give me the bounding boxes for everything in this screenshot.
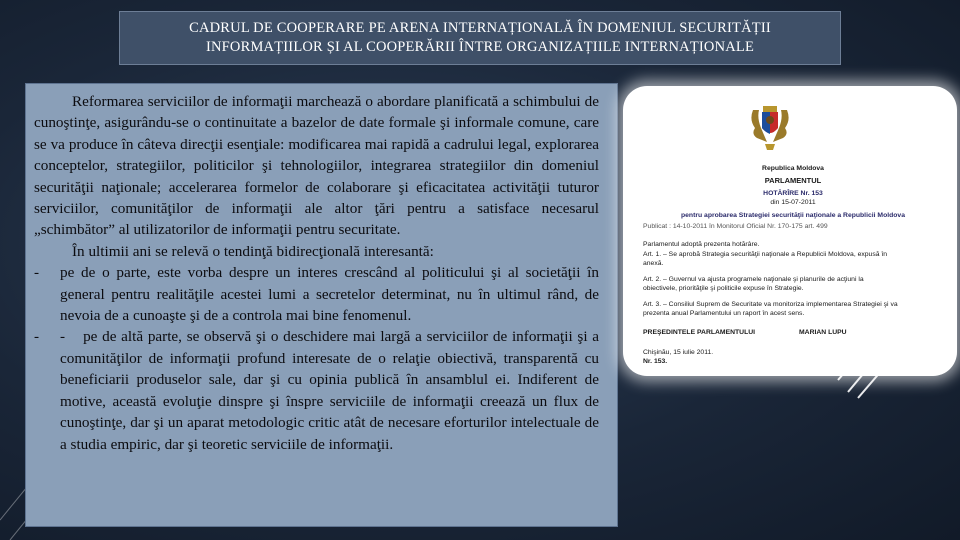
doc-signature-name: MARIAN LUPU: [799, 329, 847, 336]
doc-intro: Parlamentul adoptă prezenta hotărâre.: [643, 241, 760, 248]
doc-art2-line1: Art. 2. – Guvernul va ajusta programele naţionale şi planurile de acţiuni la: [643, 276, 864, 283]
coat-of-arms-icon: [747, 98, 793, 154]
doc-art3-line1: Art. 3. – Consiliul Suprem de Securitate va monitoriza implementarea Strategiei şi va: [643, 301, 898, 308]
doc-art1-line2: anexă.: [643, 260, 664, 267]
doc-art2-line2: obiectivele, priorităţile şi politicile expuse în Strategie.: [643, 285, 804, 292]
doc-signature-title: PREŞEDINTELE PARLAMENTULUI: [643, 329, 756, 336]
doc-place-date: Chişinău, 15 iulie 2011.: [643, 349, 714, 356]
bullet-text-1: pe de o parte, este vorba despre un interes crescând al politicului şi al societăţii în general pentru realităţile acestei lumi a secretelor determinat, nu în ultimul rând, de nevoia de a cunoaşte şi de a controla mai bine fenomenul.: [60, 264, 599, 325]
slide-title-box: [119, 11, 841, 65]
document-image: [623, 86, 957, 376]
doc-art3-line2: prezenta anual Parlamentului un raport în acest sens.: [643, 310, 805, 317]
bullet-dash: -: [34, 328, 40, 346]
doc-country: Republica Moldova: [762, 165, 824, 172]
bullet-item-2: [34, 326, 599, 454]
doc-act-title: pentru aprobarea Strategiei securităţii naţionale a Republicii Moldova: [681, 212, 905, 219]
slide-title-line1: CADRUL DE COOPERARE PE ARENA INTERNAȚIONALĂ ÎN DOMENIUL SECURITĂȚII: [189, 20, 771, 36]
doc-art1-line1: Art. 1. – Se aprobă Strategia securităţii naţionale a Republicii Moldova, expusă în: [643, 251, 888, 258]
paragraph-reform: Reformarea serviciilor de informaţii marchează o abordare planificată a schimbului de cunoştinţe, asigurându-se o continuitate a bazelor de date formale şi informale comune, care se va produce în câteva direcţii esenţiale: modificarea mai rapidă a cadrului legal, explorarea conceptelor, strategiilor, politicilor şi tehnologiilor, integrarea strategiilor din domeniul securităţii naţionale; accelerarea formelor de colaborare şi eficacitatea activităţii tuturor serviciilor, comunităţilor de informaţii ale altor ţări pentru a satisface necesarul „schimbător” al utilizatorilor de informaţii pentru securitate.: [34, 93, 599, 239]
doc-publication: Publicat : 14-10-2011 în Monitorul Oficial Nr. 170-175 art. 499: [643, 223, 828, 230]
bullet-dash: -: [34, 264, 40, 282]
doc-institution: PARLAMENTUL: [764, 176, 822, 185]
bullet-text-2-content: pe de altă parte, se observă şi o deschidere mai largă a serviciilor de informaţii şi a comunităţilor de informaţii profund interesate de o relaţie obiectivă, transparentă cu beneficiarii produselor sale, dar şi cu opinia publică în ansamblul ei. Indiferent de motive, această evoluţie dinspre şi înspre serviciile de informaţii creează un flux de cunoştinţe, dar şi un aparat metodologic critic atât de necesare eforturilor intelectuale de a studia empiric, dar şi teoretic serviciile de informaţii.: [60, 328, 599, 453]
bullet-subdash: -: [60, 328, 66, 346]
paragraph-trend: În ultimii ani se relevă o tendinţă bidirecţională interesantă:: [72, 242, 434, 260]
slide-title-line2: INFORMAȚIILOR ȘI AL COOPERĂRII ÎNTRE ORGANIZAȚIILE INTERNAȚIONALE: [205, 39, 755, 55]
doc-number: Nr. 153.: [643, 358, 668, 365]
bullet-item-1: [34, 262, 599, 326]
doc-act-type: HOTĂRÎRE Nr. 153: [763, 190, 823, 197]
text-panel: [25, 83, 618, 527]
doc-act-date: din 15-07-2011: [770, 199, 816, 206]
bullet-text-2: [60, 326, 599, 454]
